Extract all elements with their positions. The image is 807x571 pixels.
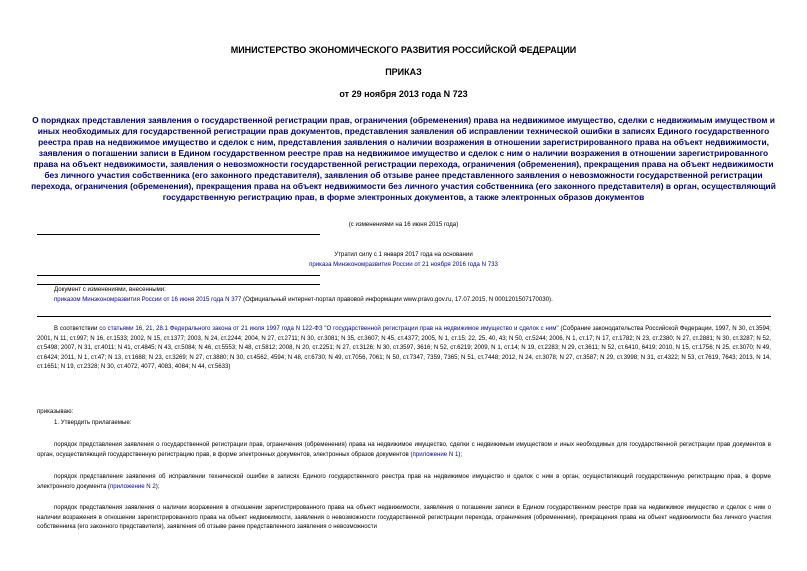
divider [37, 316, 771, 317]
law-link[interactable]: со статьями 16, 21, 28.1 Федерального закона от 21 июля 1997 года N 122-ФЗ "О государственной регистрации прав на недвижимое имущество и сделок с ним" [99, 325, 559, 332]
item-1-paragraph [37, 440, 771, 459]
appendix-1-link[interactable]: приложение N 1 [412, 450, 459, 458]
approve-text: 1. Утвердить прилагаемые: [54, 419, 132, 426]
changes-note: (с изменениями на 16 июня 2015 года) [348, 221, 459, 228]
amendment-link[interactable]: приказом Минэкономразвития России от 16 июня 2015 года N 377 [54, 296, 242, 303]
amendments-text [54, 295, 774, 305]
item-1-end: ); [458, 450, 463, 458]
amendment-source: (Официальный интернет-портал правовой информации www.pravo.gov.ru, 17.07.2015, N 0001201507170030). [241, 296, 553, 303]
item-3-paragraph: порядок представления заявления о наличии возражения в отношении зарегистрированного права на объект недвижимости, заявления о погашении записи в Едином государственном реестре прав на недвижимое имущество и сделок с ним о наличии возражения в отношении зарегистрированного права на объект недвижимости, заявления о невозможности государственной регистрации перехода, ограничения (обременения), прекращения права на объект недвижимости без личного участия собственника (его законного представителя), заявления об отзыве ранее представленного заявления о невозможности [37, 504, 771, 530]
preamble-start: В соответствии [54, 325, 100, 332]
lost-force-note: Утратил силу с 1 января 2017 года на основании [334, 251, 473, 258]
item-1-text: порядок представления заявления о государственной регистрации прав, ограничения (обременения) права на недвижимое имущество, сделки с недвижимым имуществом и иных необходимых для государственной регистрации прав документов в орган, осуществляющий государственную регистрацию прав, в форме электронных документов, электронных образов документов ( [37, 441, 771, 458]
divider [37, 234, 320, 235]
amendments-label: Документ с изменениями, внесенными: [54, 286, 166, 293]
preamble-rest: (Собрание законодательства Российской Федерации, 1997, N 30, ст.3594; 2001, N 11, ст.997; N 16, ст.1533; 2002, N 15, ст.1377; 2003, N 24, ст.2244; 2004, N 27, ст.2711; N 30, ст.3081; N 35, ст.3607; N 45, ст.4377; 2005, N 1, ст.15; 22, 25, 40, 43; N 50, ст.5244; 2006, N 1, ст.17; N 17, ст.1782; N 23, ст.2380; N 27, ст.2881; N 30, ст.3287; N 52, ст.5498; 2007, N 31, ст.4011; N 41, ст.4845; N 43, ст.5084; N 46, ст.5553; N 48, ст.5812; 2008, N 20, ст.2251; N 27, ст.3126; N 30, ст.3597, 3616; N 52, ст.6219; 2009, N 1, ст.14; N 19, ст.2283; N 29, ст.3611; N 52, ст.6410, 6419; 2010, N 15, ст.1756; N 25, ст.3070; N 49, ст.6424; 2011, N 1, ст.47; N 13, ст.1688; N 23, ст.3269; N 27, ст.3880; N 30, ст.4562, 4594; N 48, ст.6730; N 49, ст.7056, 7061; N 50, ст.7347, 7359, 7365; N 51, ст.7448; 2012, N 24, ст.3078; N 27, ст.3587; N 29, ст.3998; N 31, ст.4322; N 53, ст.7619, 7643; 2013, N 14, ст.1651; N 19, ст.2328; N 30, ст.4072, 4077, 4083, 4084; N 44, ст.5633) [37, 325, 771, 370]
document-title: О порядках представления заявления о государственной регистрации прав, ограничения (обременения) права на недвижимое имущество, сделки с недвижимым имуществом и иных необходимых для государственной регистрации прав документов, представления заявления об исправлении технической ошибки в записях Единого государственного реестра прав на недвижимое имущество и сделок с ним, представления заявления о наличии возражения в отношении зарегистрированного права на объект недвижимости, заявления о погашении записи в Едином государственном реестре прав на недвижимое имущество и сделок с ним о наличии возражения в отношении зарегистрированного права на объект недвижимости, заявления о невозможности государственной регистрации перехода, ограничения (обременения), прекращения права на объект недвижимости без личного участия собственника (его законного представителя), заявления об отзыве ранее представленного заявления о невозможности государственной регистрации перехода, ограничения (обременения), прекращения права на объект недвижимости без личного участия собственника (его законного представителя) в орган, осуществляющий государственную регистрацию прав, в форме электронных документов, а также электронных образов документов [31, 115, 776, 202]
item-2-end: ); [155, 482, 160, 490]
ministry-heading: МИНИСТЕРСТВО ЭКОНОМИЧЕСКОГО РАЗВИТИЯ РОССИЙСКОЙ ФЕДЕРАЦИИ [230, 45, 577, 55]
ordered-text: приказываю: [37, 408, 74, 415]
item-2-paragraph [37, 472, 771, 491]
lost-force-link[interactable]: приказа Минэкономразвития России от 21 ноября 2016 года N 733 [309, 261, 498, 268]
preamble-paragraph [37, 324, 771, 372]
order-heading: ПРИКАЗ [385, 67, 422, 77]
item-2-text: порядок представления заявления об исправлении технической ошибки в записях Единого государственного реестра прав на недвижимое имущество и сделок с ним в орган, осуществляющий государственную регистрацию прав, в форме электронного документа ( [37, 473, 771, 490]
order-date: от 29 ноября 2013 года N 723 [339, 89, 468, 99]
divider [37, 275, 320, 276]
appendix-2-link[interactable]: приложение N 2 [109, 482, 156, 490]
